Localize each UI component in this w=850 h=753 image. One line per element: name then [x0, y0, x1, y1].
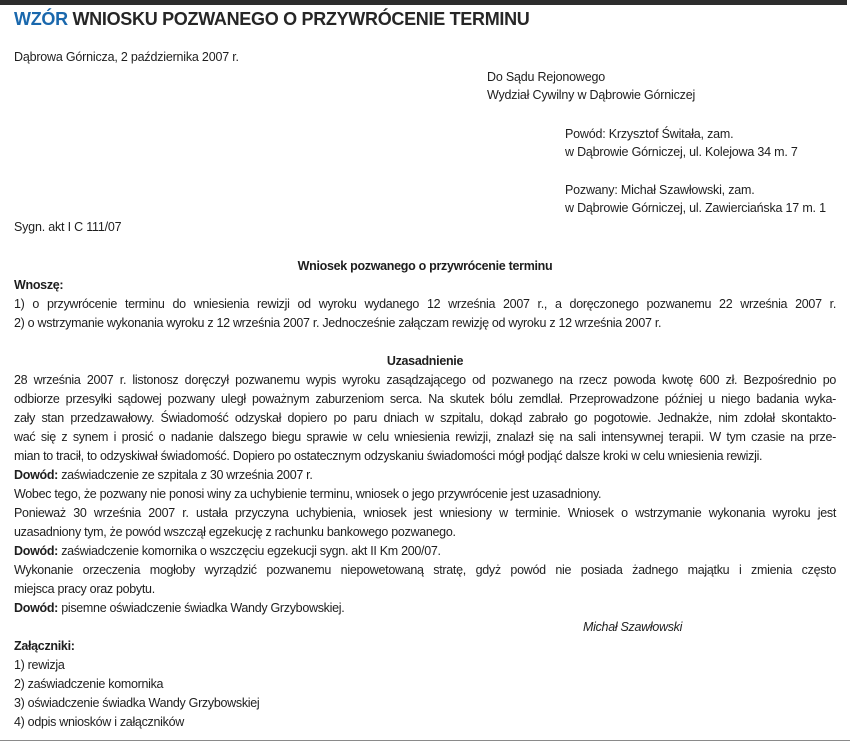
- body-line: wać się z synem i prosić o nadanie dalszego biegu sprawie w celu wniesienia rewizji, znalazł się na sali intensywnej terapii. W tym czasie na prze-: [14, 430, 836, 444]
- defendant-name: Pozwany: Michał Szawłowski, zam.: [565, 183, 755, 197]
- attachment-item-3: 3) oświadczenie świadka Wandy Grzybowskiej: [14, 696, 260, 710]
- evidence-label: Dowód:: [14, 601, 59, 615]
- blank-line: [14, 333, 836, 352]
- place-date-line: Dąbrowa Górnicza, 2 października 2007 r.: [14, 50, 239, 64]
- evidence-line-1: [14, 466, 836, 485]
- signature: Michał Szawłowski: [583, 620, 683, 634]
- title-prefix: WZÓR: [14, 9, 68, 29]
- attachment-item-1: 1) rewizja: [14, 658, 65, 672]
- body-line: mian to tracił, to odzyskiwał świadomość. Dopiero po ostatecznym odzyskaniu świadomości mógł podjąć dalsze kroki w celu wniesienia rewizji.: [14, 449, 763, 463]
- body-line: zały stan przedzawałowy. Świadomość odzyskał dopiero po paru dniach w szpitalu, dokąd zabrało go pogotowie. Jednakże, nim zdołał skontakto-: [14, 411, 836, 425]
- evidence-text: pisemne oświadczenie świadka Wandy Grzybowskiej.: [58, 601, 345, 615]
- defendant-block: [565, 181, 826, 217]
- request-item-1: 1) o przywrócenie terminu do wniesienia rewizji od wyroku wydanego 12 września 2007 r., a doręczonego pozwanemu 22 września 2007 r.: [14, 297, 836, 311]
- court-division: Wydział Cywilny w Dąbrowie Górniczej: [487, 88, 696, 102]
- case-number: Sygn. akt I C 111/07: [14, 220, 122, 234]
- evidence-text: zaświadczenie komornika o wszczęciu egzekucji sygn. akt II Km 200/07.: [58, 544, 441, 558]
- attachment-item-4: 4) odpis wniosków i załączników: [14, 715, 184, 729]
- body-line: miejsca pracy oraz pobytu.: [14, 582, 155, 596]
- body-line: Wykonanie orzeczenia mogłoby wyrządzić pozwanemu niepowetowaną stratę, gdyż powód nie posiada żadnego majątku i zmienia często: [14, 563, 836, 577]
- defendant-address: w Dąbrowie Górniczej, ul. Zawierciańska 17 m. 1: [565, 201, 826, 215]
- plaintiff-block: [565, 125, 798, 161]
- page-title: [14, 9, 530, 30]
- body-line: 28 września 2007 r. listonosz doręczył pozwanemu wypis wyroku zasądzającego od pozwanego na rzecz powoda kwotę 600 zł. Bezpośrednio po: [14, 373, 836, 387]
- evidence-line-3: [14, 599, 836, 618]
- evidence-text: zaświadczenie ze szpitala z 30 września 2007 r.: [58, 468, 313, 482]
- attachment-item-2: 2) zaświadczenie komornika: [14, 677, 164, 691]
- justification-heading: Uzasadnienie: [386, 354, 464, 368]
- body-line: Wobec tego, że pozwany nie ponosi winy za uchybienie terminu, wniosek o jego przywrócenie jest uzasadniony.: [14, 487, 602, 501]
- document-body: [14, 257, 836, 732]
- court-name: Do Sądu Rejonowego: [487, 70, 606, 84]
- request-item-2: 2) o wstrzymanie wykonania wyroku z 12 września 2007 r. Jednocześnie załączam rewizję od wyroku z 12 września 2007 r.: [14, 316, 662, 330]
- evidence-label: Dowód:: [14, 544, 59, 558]
- bottom-divider: [0, 740, 850, 741]
- attachments-heading: Załączniki:: [14, 639, 75, 653]
- top-border-bar: [0, 0, 847, 5]
- plaintiff-address: w Dąbrowie Górniczej, ul. Kolejowa 34 m. 7: [565, 145, 798, 159]
- motion-title: Wniosek pozwanego o przywrócenie terminu: [297, 259, 553, 273]
- title-rest: WNIOSKU POZWANEGO O PRZYWRÓCENIE TERMINU: [67, 9, 530, 29]
- evidence-label: Dowód:: [14, 468, 59, 482]
- court-address-block: [487, 68, 695, 104]
- body-line: uzasadniony tym, że powód wszczął egzekucję z rachunku bankowego pozwanego.: [14, 525, 456, 539]
- body-line: odbiorze przesyłki sądowej pozwany uległ poważnym zaburzeniom serca. Na skutek bólu zemdlał. Przeprowadzone później u niego badania wyka-: [14, 392, 836, 406]
- body-line: Ponieważ 30 września 2007 r. ustała przyczyna uchybienia, wniosek jest wniesiony w terminie. Wniosek o wstrzymanie wykonania wyroku jest: [14, 506, 836, 520]
- plaintiff-name: Powód: Krzysztof Świtała, zam.: [565, 127, 734, 141]
- request-heading: Wnoszę:: [14, 278, 64, 292]
- evidence-line-2: [14, 542, 836, 561]
